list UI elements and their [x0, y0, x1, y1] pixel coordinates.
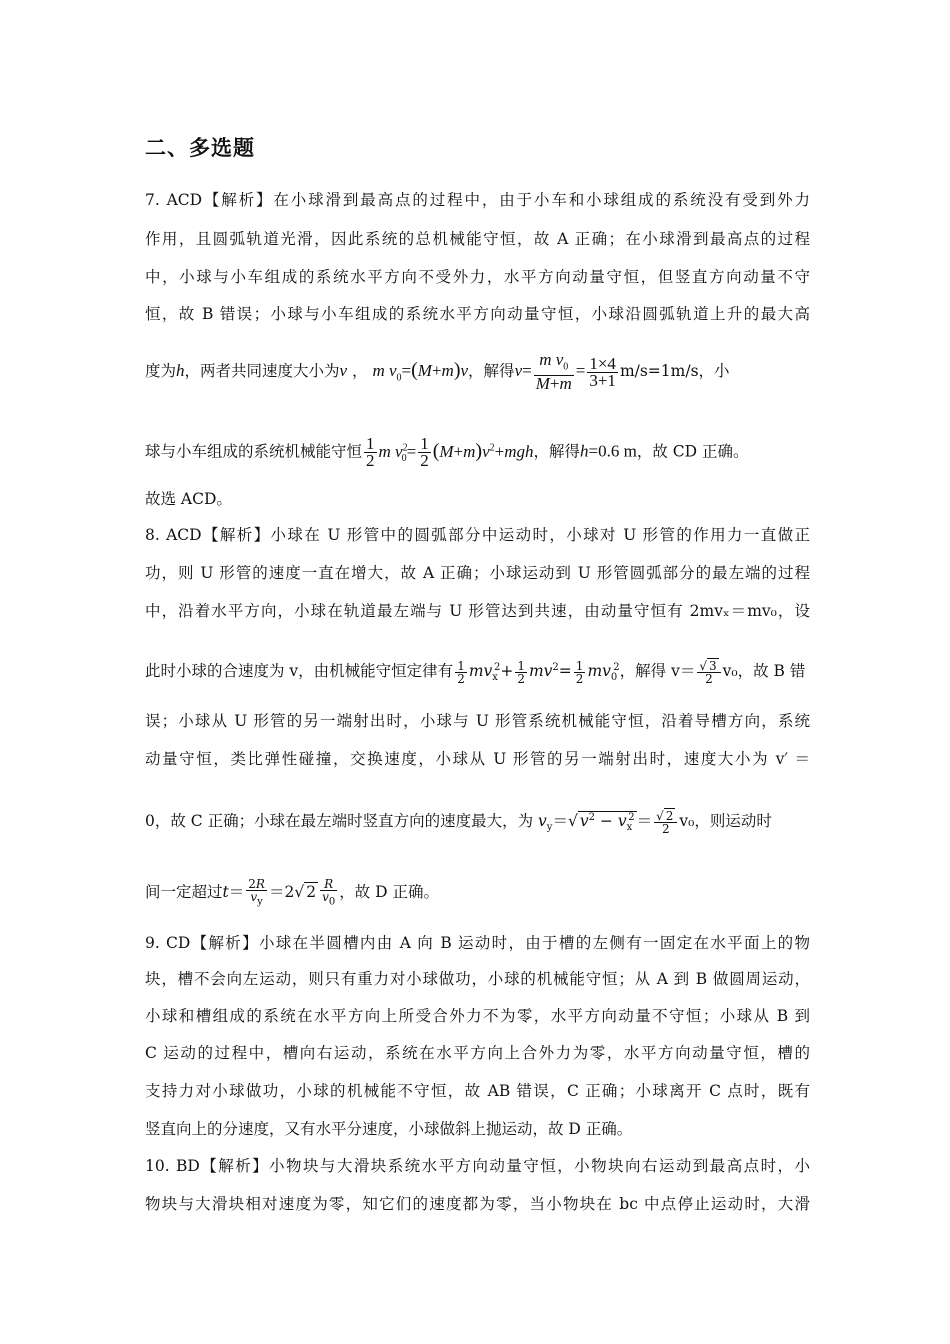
formula-energy-2: $\frac{1}{2}$ $mv_x^2+$ $\frac{1}{2}$ $mv^2=$ $\frac{1}{2}$ $mv_0^2$: [457, 658, 620, 686]
formula-energy: $\frac{1}{2}$ m $v^2_0=$ $\frac{1}{2}$ $(M+m)v^2+mgh$: [366, 434, 534, 471]
q7-line-4: 恒，故 B 错误；小球与小车组成的系统水平方向动量守恒，小球沿圆弧轨道上升的最大高: [145, 305, 810, 323]
q8-line-2: 功，则 U 形管的速度一直在增大，故 A 正确；小球运动到 U 形管圆弧部分的最左端的过程: [145, 564, 810, 582]
q8-line-8-text-a: 间一定超过: [145, 883, 223, 901]
q10-line-1: 10. BD【解析】小物块与大滑块系统水平方向动量守恒，小物块向右运动到最高点时，小: [145, 1157, 810, 1175]
q8-line-4-text-a: 此时小球的合速度为 v，由机械能守恒定律有: [145, 662, 454, 681]
q9-line-6: 竖直向上的分速度，又有水平分速度，小球做斜上抛运动，故 D 正确。: [145, 1120, 633, 1138]
q8-line-8-text-b: ，故 D 正确。: [339, 883, 440, 901]
q8-line-7-text-b: v₀，则运动时: [679, 812, 772, 831]
q9-line-5: 支持力对小球做功，小球的机械能不守恒，故 AB 错误，C 正确；小球离开 C 点时，既有: [145, 1082, 810, 1100]
q9-line-1: 9. CD【解析】小球在半圆槽内由 A 向 B 运动时，由于槽的左侧有一固定在水平面上的物: [145, 934, 810, 952]
q10-line-2: 物块与大滑块相对速度为零，知它们的速度都为零，当小物块在 bc 中点停止运动时，大滑: [145, 1195, 810, 1213]
q8-line-1: 8. ACD【解析】小球在 U 形管中的圆弧部分中运动时，小球对 U 形管的作用力一直做正: [145, 526, 810, 544]
q7-line-6: [145, 428, 810, 479]
q8-line-8: [145, 870, 810, 914]
q7-line-7: 故选 ACD。: [145, 490, 232, 508]
q7-line-2: 作用，且圆弧轨道光滑，因此系统的总机械能守恒，故 A 正确；在小球滑到最高点的过程: [145, 230, 810, 248]
q9-line-3: 小球和槽组成的系统在水平方向上所受合外力不为零，水平方向动量不守恒；小球从 B 到: [145, 1007, 810, 1025]
q8-line-4-text-b: ，解得 v＝: [619, 662, 696, 681]
formula-vy: $v_y=√$ $v^2 - v_x^2$ ＝ $\frac{√ 2}{2}$: [538, 812, 679, 830]
q8-line-4: [145, 648, 810, 698]
q8-line-7-text-a: 0，故 C 正确；小球在最左端时竖直方向的速度最大，为: [145, 812, 534, 831]
formula-h: h: [176, 361, 185, 381]
q8-line-7: [145, 798, 810, 848]
q7-line-5-text-b: ，两者共同速度大小为: [184, 362, 340, 381]
q7-line-5-text-d: m/s=1m/s，小: [619, 362, 730, 381]
formula-time: t＝ $\frac{2R}{v_y}$ ＝2√ 2 $\frac{R}{v_0}$: [222, 876, 336, 908]
q7-line-5: 度为h，两者共同速度大小为v ， m $v_0=(M+m)v$，解得v= $\frac{m v_0}{M+m}$ = $\frac{1\times 4}{3+1}$ m/s=1m/s，小: [145, 350, 730, 394]
q8-line-5: 误；小球从 U 形管的另一端射出时，小球与 U 形管系统机械能守恒，沿着导槽方向，系统: [145, 712, 810, 730]
q9-line-2: 块，槽不会向左运动，则只有重力对小球做功，小球的机械能守恒；从 A 到 B 做圆周运动，: [145, 970, 810, 988]
formula-sqrt3-over-2: $\frac{√ 3}{2}$: [697, 660, 720, 685]
q9-line-4: C 运动的过程中，槽向右运动，系统在水平方向上合外力为零，水平方向动量守恒，槽的: [145, 1044, 810, 1062]
q8-line-3: 中，沿着水平方向，小球在轨道最左端与 U 形管达到共速，由动量守恒有 2mvₓ＝mv₀，设: [145, 602, 810, 620]
q8-line-4-text-c: v₀，故 B 错: [722, 662, 806, 681]
q7-line-6-text-c: ，故 CD 正确。: [636, 442, 749, 461]
section-title: 二、多选题: [145, 136, 255, 160]
q7-line-6-text-b: ，解得: [533, 442, 581, 461]
q7-line-3: 中，小球与小车组成的系统水平方向不受外力，水平方向动量守恒，但竖直方向动量不守: [145, 268, 810, 286]
formula-momentum: m $v_0=(M+m)v$: [372, 359, 469, 384]
q7-line-5-text-a: 度为: [145, 362, 177, 381]
q7-line-6-text-a: 球与小车组成的系统机械能守恒: [145, 442, 363, 461]
formula-height: h=0.6 m: [580, 441, 637, 461]
q7-line-1: 7. ACD【解析】在小球滑到最高点的过程中，由于小车和小球组成的系统没有受到外力: [145, 191, 810, 209]
q7-line-5-text-c: ，解得: [468, 362, 515, 381]
formula-v: v: [339, 361, 348, 381]
q8-line-6: 动量守恒，类比弹性碰撞，交换速度，小球从 U 形管的另一端射出时，速度大小为 v′ ＝: [145, 750, 810, 768]
formula-velocity: v= $\frac{m v_0}{M+m}$ = $\frac{1\times 4}{3+1}$: [514, 350, 616, 394]
